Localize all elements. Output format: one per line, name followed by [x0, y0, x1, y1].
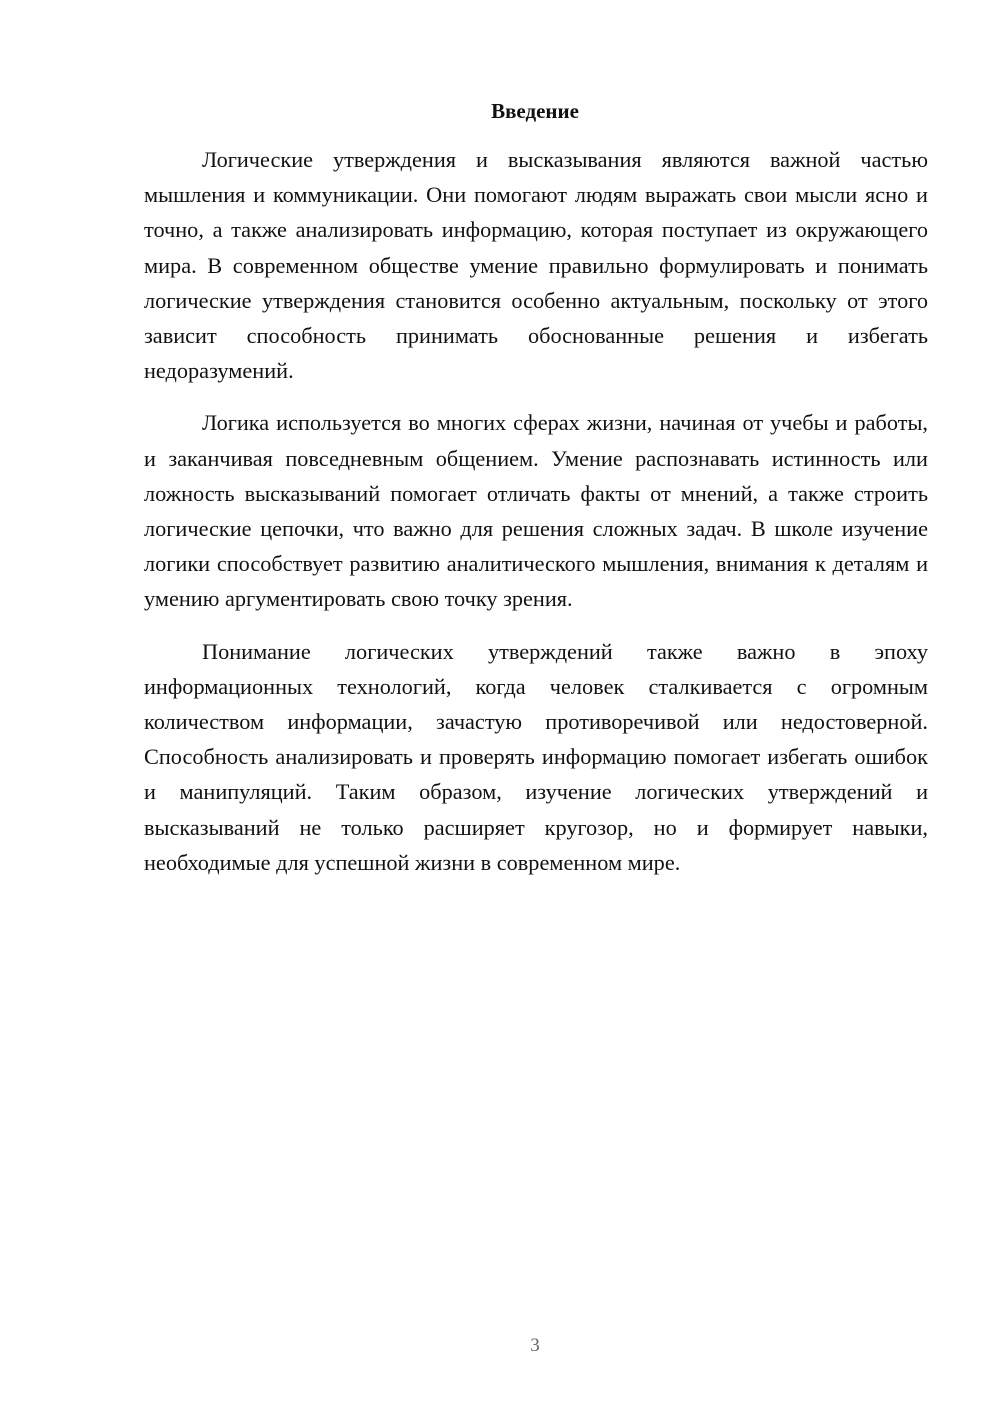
- page-number: 3: [530, 1335, 540, 1356]
- paragraph-3: Понимание логических утверждений также важно в эпоху информационных технологий, когда человек сталкивается с огромным количеством информации, зачастую противоречивой или недостоверной. Способность анализировать и проверять информацию помогает избегать ошибок и манипуляций. Таким образом, изучение логических утверждений и высказываний не только расширяет кругозор, но и формирует навыки, необходимые для успешной жизни в современном мире.: [144, 638, 928, 875]
- paragraph-1: Логические утверждения и высказывания являются важной частью мышления и коммуникации. Они помогают людям выражать свои мысли ясно и точно, а также анализировать информацию, которая поступает из окружающего мира. В современном обществе умение правильно формулировать и понимать логические утверждения становится особенно актуальным, поскольку от этого зависит способность принимать обоснованные решения и избегать недоразумений.: [144, 147, 928, 384]
- paragraph-2: Логика используется во многих сферах жизни, начиная от учебы и работы, и заканчивая повседневным общением. Умение распознавать истинность или ложность высказываний помогает отличать факты от мнений, а также строить логические цепочки, что важно для решения сложных задач. В школе изучение логики способствует развитию аналитического мышления, внимания к деталям и умению аргументировать свою точку зрения.: [144, 410, 928, 612]
- body-text: [144, 142, 928, 880]
- section-heading: Введение: [491, 99, 579, 123]
